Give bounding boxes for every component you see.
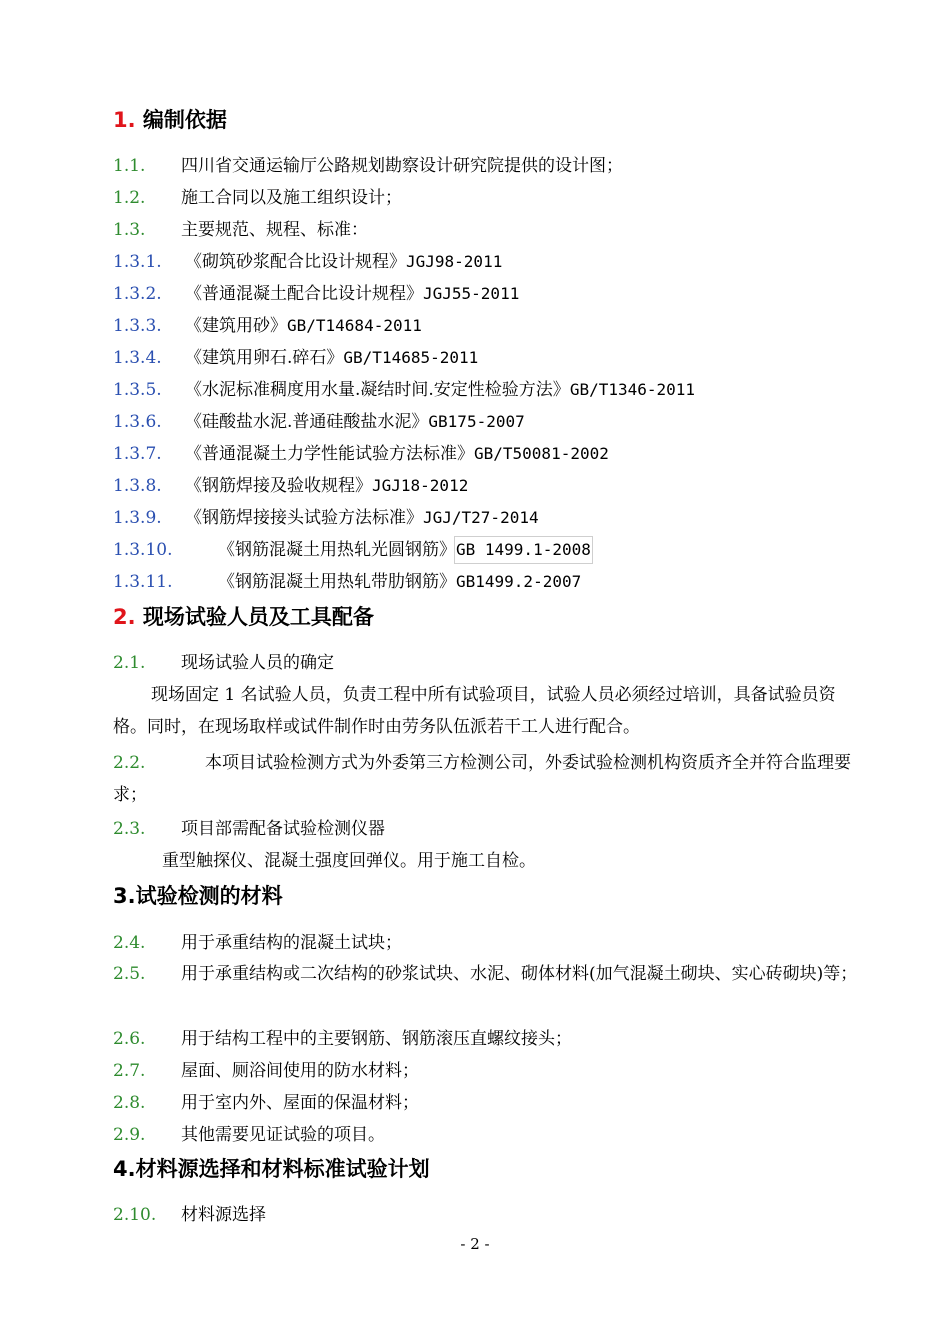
section-number: 2. [113, 605, 136, 629]
list-item [113, 186, 890, 210]
item-number: 1.3.11. [113, 572, 173, 592]
item-number: 1.3.7. [113, 444, 162, 464]
standard-item [113, 442, 890, 466]
item-text: 其他需要见证试验的项目。 [181, 1125, 385, 1145]
section-title: 3.试验检测的材料 [113, 884, 283, 908]
section-number: 1. [113, 108, 136, 132]
section-title: 4.材料源选择和材料标准试验计划 [113, 1157, 430, 1181]
standard-item [113, 506, 890, 530]
item-number: 2.4. [113, 933, 146, 953]
item-number: 1.3.5. [113, 380, 162, 400]
paragraph-staff: 现场固定 1 名试验人员，负责工程中所有试验项目，试验人员必须经过培训，具备试验员资格。同时，在现场取样或试件制作时由劳务队伍派若干工人进行配合。 [113, 685, 836, 737]
standard-code: JGJ55-2011 [423, 284, 520, 303]
standard-name: 《普通混凝土配合比设计规程》 [185, 284, 423, 304]
item-text: 材料源选择 [181, 1205, 266, 1225]
item-number: 2.1. [113, 653, 146, 673]
item-text: 用于室内外、屋面的保温材料； [181, 1093, 419, 1113]
page-number: - 2 - [460, 1235, 490, 1253]
standard-code: GB175-2007 [428, 412, 525, 431]
list-item [113, 958, 863, 990]
item-text: 本项目试验检测方式为外委第三方检测公司，外委试验检测机构资质齐全并符合监理要求； [113, 753, 851, 805]
list-item [113, 817, 890, 841]
standard-code: GB/T1346-2011 [569, 380, 696, 399]
standard-name: 《砌筑砂浆配合比设计规程》 [185, 252, 406, 272]
list-item [113, 1203, 890, 1227]
item-number: 1.3.10. [113, 540, 173, 560]
standard-code: GB/T14684-2011 [287, 316, 422, 335]
item-number: 2.9. [113, 1125, 146, 1145]
item-number: 2.7. [113, 1061, 146, 1081]
standard-item [113, 346, 890, 370]
item-number: 2.10. [113, 1205, 157, 1225]
item-number: 1.3.4. [113, 348, 162, 368]
standard-item [113, 538, 890, 562]
standard-code: GB 1499.1-2008 [456, 538, 591, 562]
standard-name: 《钢筋混凝土用热轧光圆钢筋》 [218, 540, 456, 560]
list-item [113, 651, 890, 675]
item-number: 1.3.6. [113, 412, 162, 432]
item-number: 1.3.1. [113, 252, 162, 272]
standard-item [113, 250, 890, 274]
list-item [113, 154, 890, 178]
item-text: 主要规范、规程、标准： [181, 220, 368, 240]
standard-code: JGJ/T27-2014 [423, 508, 539, 527]
standard-name: 《钢筋焊接接头试验方法标准》 [185, 508, 423, 528]
list-item [113, 218, 890, 242]
standard-item [113, 410, 890, 434]
section-3-heading [113, 882, 283, 910]
item-number: 1.3.8. [113, 476, 162, 496]
item-number: 1.3.2. [113, 284, 162, 304]
list-item [113, 1059, 890, 1083]
standard-name: 《水泥标准稠度用水量.凝结时间.安定性检验方法》 [185, 380, 570, 400]
standard-code: JGJ98-2011 [406, 252, 503, 271]
item-number: 2.8. [113, 1093, 146, 1113]
standard-name: 《建筑用卵石.碎石》 [185, 348, 344, 368]
section-title: 编制依据 [142, 108, 227, 132]
standard-item [113, 570, 890, 594]
item-number: 1.1. [113, 156, 146, 176]
standard-name: 《钢筋混凝土用热轧带肋钢筋》 [218, 572, 456, 592]
list-item [113, 747, 863, 811]
item-text: 四川省交通运输厅公路规划勘察设计研究院提供的设计图； [181, 156, 623, 176]
list-item [113, 1091, 890, 1115]
item-number: 1.2. [113, 188, 146, 208]
item-text: 屋面、厕浴间使用的防水材料； [181, 1061, 419, 1081]
section-2-heading [113, 603, 374, 631]
standard-item [113, 474, 890, 498]
section-title: 现场试验人员及工具配备 [142, 605, 374, 629]
item-text: 项目部需配备试验检测仪器 [181, 819, 385, 839]
standard-item [113, 314, 890, 338]
standard-code: GB/T50081-2002 [474, 444, 609, 463]
paragraph-equipment: 重型触探仪、混凝土强度回弹仪。用于施工自检。 [162, 851, 536, 871]
standard-code: GB1499.2-2007 [456, 572, 582, 591]
item-text: 施工合同以及施工组织设计； [181, 188, 402, 208]
standard-name: 《建筑用砂》 [185, 316, 287, 336]
item-number: 1.3.9. [113, 508, 162, 528]
item-text: 现场试验人员的确定 [181, 653, 334, 673]
item-number: 2.6. [113, 1029, 146, 1049]
item-number: 2.2. [113, 753, 146, 773]
list-item [113, 1027, 890, 1051]
item-text: 用于承重结构的混凝土试块； [181, 933, 402, 953]
standard-name: 《普通混凝土力学性能试验方法标准》 [185, 444, 474, 464]
standard-item [113, 282, 890, 306]
standard-code: JGJ18-2012 [372, 476, 469, 495]
standard-code: GB/T14685-2011 [343, 348, 479, 367]
item-number: 2.3. [113, 819, 146, 839]
standard-name: 《硅酸盐水泥.普通硅酸盐水泥》 [185, 412, 429, 432]
item-number: 2.5. [113, 964, 146, 984]
standard-name: 《钢筋焊接及验收规程》 [185, 476, 372, 496]
list-item [113, 1123, 890, 1147]
item-number: 1.3. [113, 220, 146, 240]
standard-item [113, 378, 890, 402]
section-1-heading [113, 106, 227, 134]
item-number: 1.3.3. [113, 316, 162, 336]
item-text: 用于结构工程中的主要钢筋、钢筋滚压直螺纹接头； [181, 1029, 572, 1049]
section-4-heading [113, 1155, 430, 1183]
list-item [113, 931, 890, 955]
item-text: 用于承重结构或二次结构的砂浆试块、水泥、砌体材料(加气混凝土砌块、实心砖砌块)等； [181, 964, 858, 984]
